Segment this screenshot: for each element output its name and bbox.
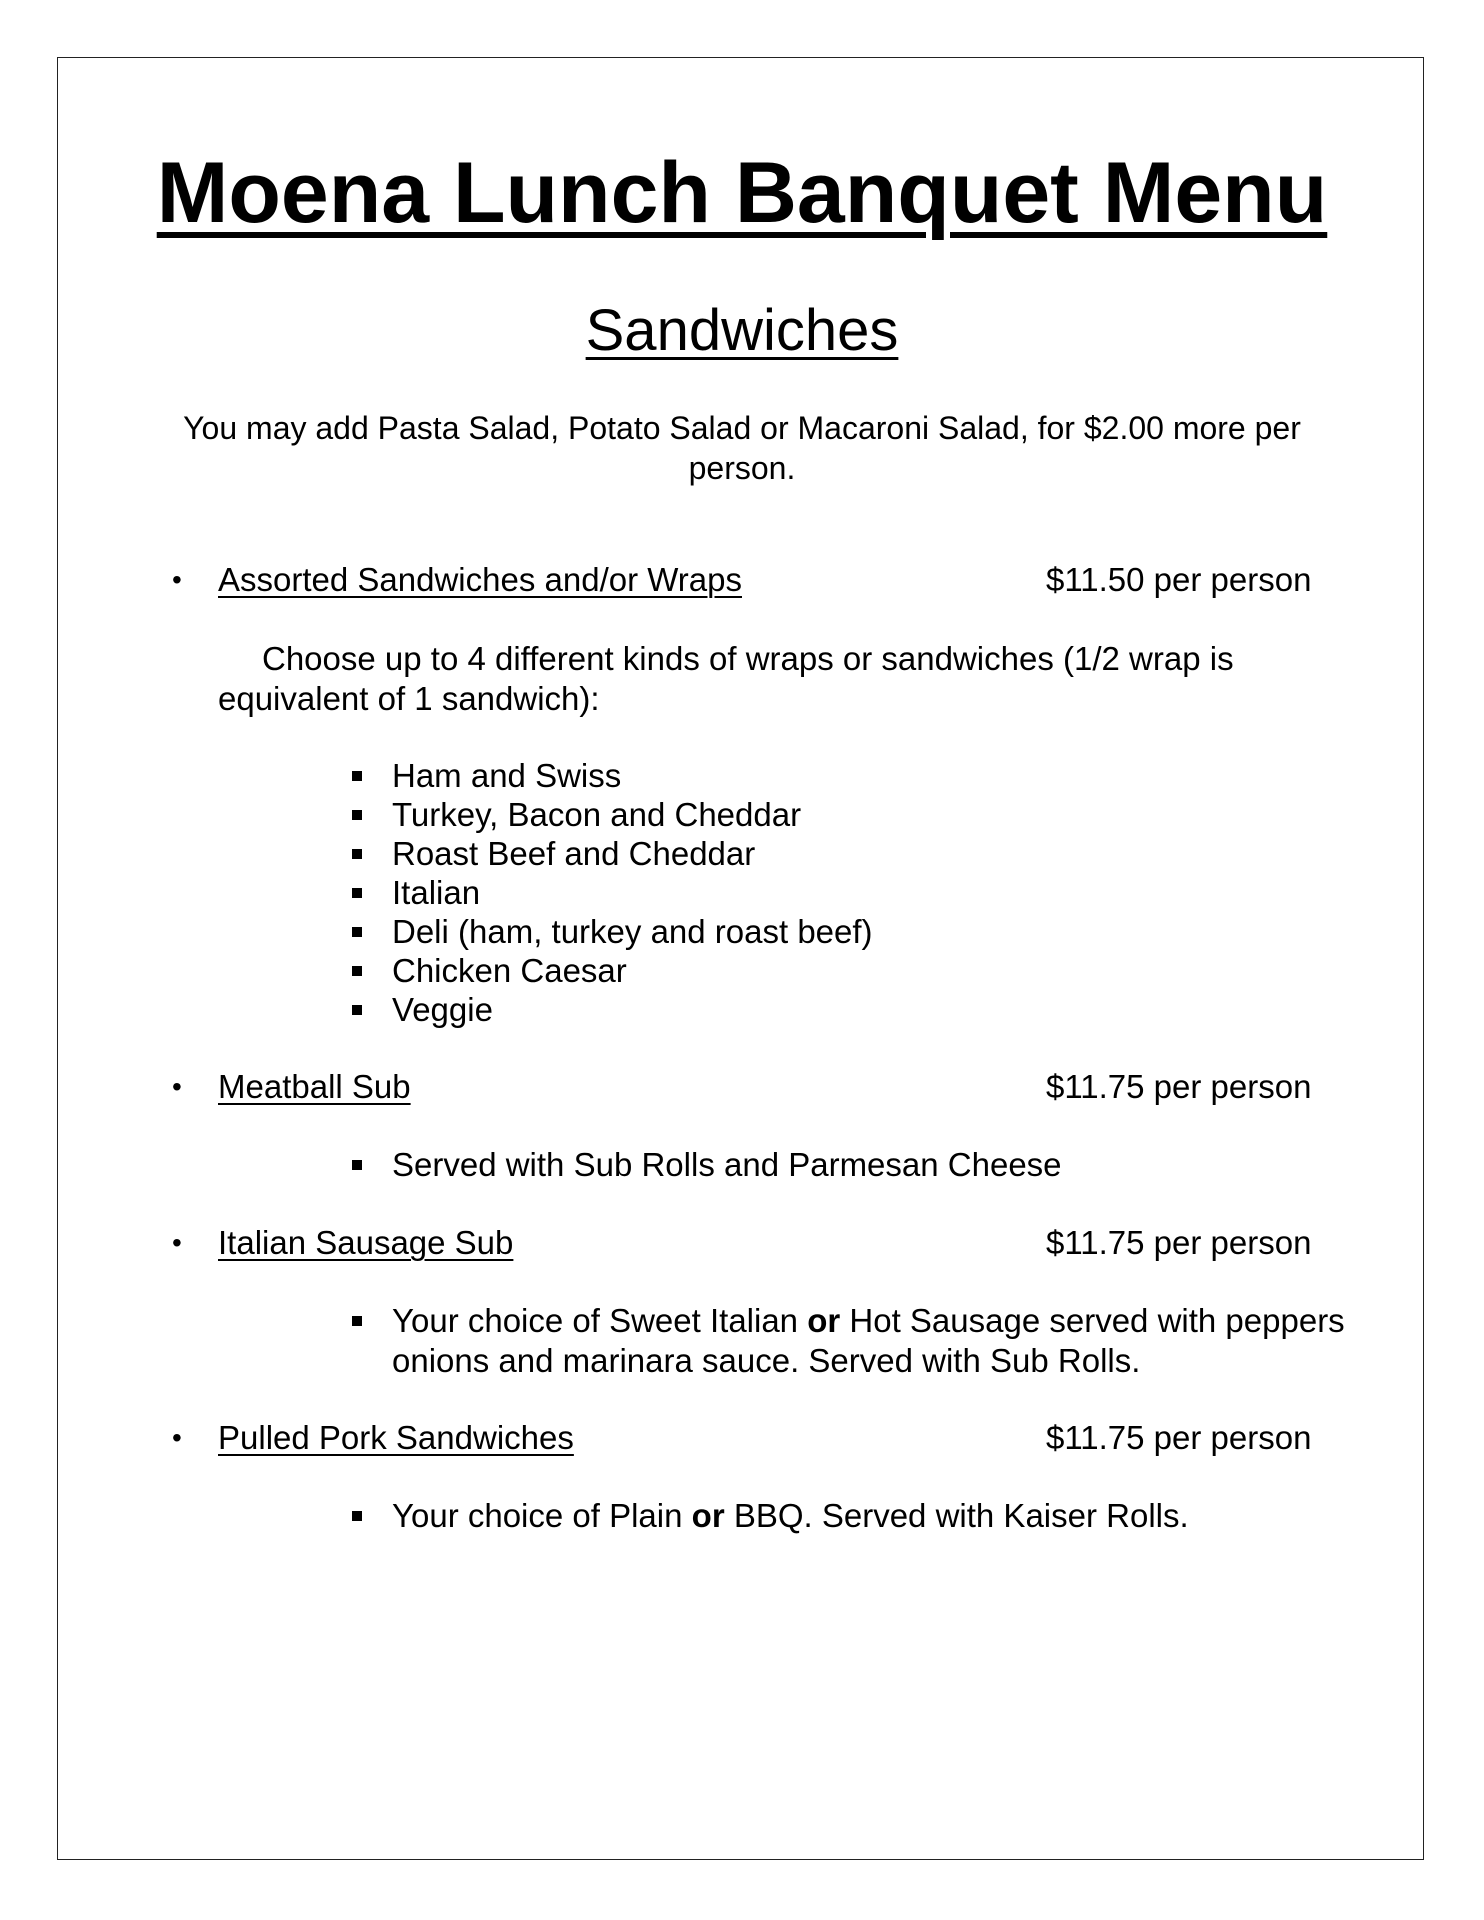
list-item: Deli (ham, turkey and roast beef) (392, 913, 873, 950)
square-bullet-icon (352, 771, 362, 781)
list-item: Italian (392, 874, 481, 911)
item-detail: Served with Sub Rolls and Parmesan Cheese (392, 1146, 1062, 1183)
item-detail (392, 1496, 1189, 1536)
item-price: $11.75 per person (1046, 1419, 1312, 1456)
item-name: Meatball Sub (218, 1068, 411, 1105)
item-detail-part: Your choice of Sweet Italian (392, 1302, 799, 1339)
item-detail-part: Hot Sausage served with peppers onions and marinara sauce. Served with Sub Rolls. (392, 1302, 1345, 1379)
square-bullet-icon (352, 849, 362, 859)
square-bullet-icon (352, 810, 362, 820)
square-bullet-icon (352, 966, 362, 976)
square-bullet-icon (352, 888, 362, 898)
item-price: $11.75 per person (1046, 1068, 1312, 1105)
list-item: Chicken Caesar (392, 952, 627, 989)
item-name: Assorted Sandwiches and/or Wraps (218, 561, 742, 598)
section-heading-sandwiches: Sandwiches (585, 298, 899, 363)
square-bullet-icon (352, 1511, 362, 1521)
section-intro: You may add Pasta Salad, Potato Salad or Macaroni Salad, for $2.00 more per person. (183, 410, 1301, 486)
list-item: Turkey, Bacon and Cheddar (392, 796, 802, 833)
square-bullet-icon (352, 1160, 362, 1170)
square-bullet-icon (352, 1005, 362, 1015)
square-bullet-icon (352, 1316, 362, 1326)
item-detail-or: or (691, 1497, 725, 1534)
item-name: Pulled Pork Sandwiches (218, 1419, 574, 1456)
item-note: Choose up to 4 different kinds of wraps or sandwiches (1/2 wrap is equivalent of 1 sandwich): (218, 640, 1234, 717)
bullet-icon: • (172, 1227, 182, 1258)
list-item: Roast Beef and Cheddar (392, 835, 756, 872)
square-bullet-icon (352, 927, 362, 937)
item-detail-part: BBQ. Served with Kaiser Rolls. (733, 1497, 1189, 1534)
list-item: Veggie (392, 991, 493, 1028)
item-price: $11.75 per person (1046, 1224, 1312, 1261)
bullet-icon: • (172, 1422, 182, 1453)
item-name: Italian Sausage Sub (218, 1224, 514, 1261)
item-detail-or: or (807, 1302, 841, 1339)
item-detail-part: Your choice of Plain (392, 1497, 683, 1534)
menu-title: Moena Lunch Banquet Menu (156, 145, 1328, 241)
item-price: $11.50 per person (1046, 561, 1312, 598)
list-item: Ham and Swiss (392, 757, 622, 794)
bullet-icon: • (172, 564, 182, 595)
item-detail (392, 1301, 1392, 1381)
bullet-icon: • (172, 1071, 182, 1102)
